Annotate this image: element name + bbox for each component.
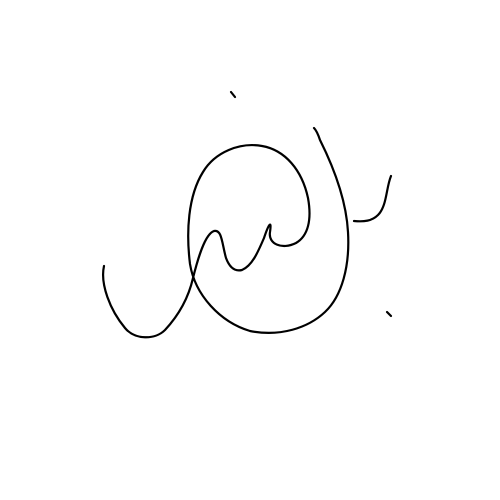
main-stroke (103, 128, 348, 337)
bottom-right-dot-stroke (387, 312, 391, 316)
right-curl-stroke (354, 176, 391, 221)
top-dot-stroke (231, 92, 235, 97)
